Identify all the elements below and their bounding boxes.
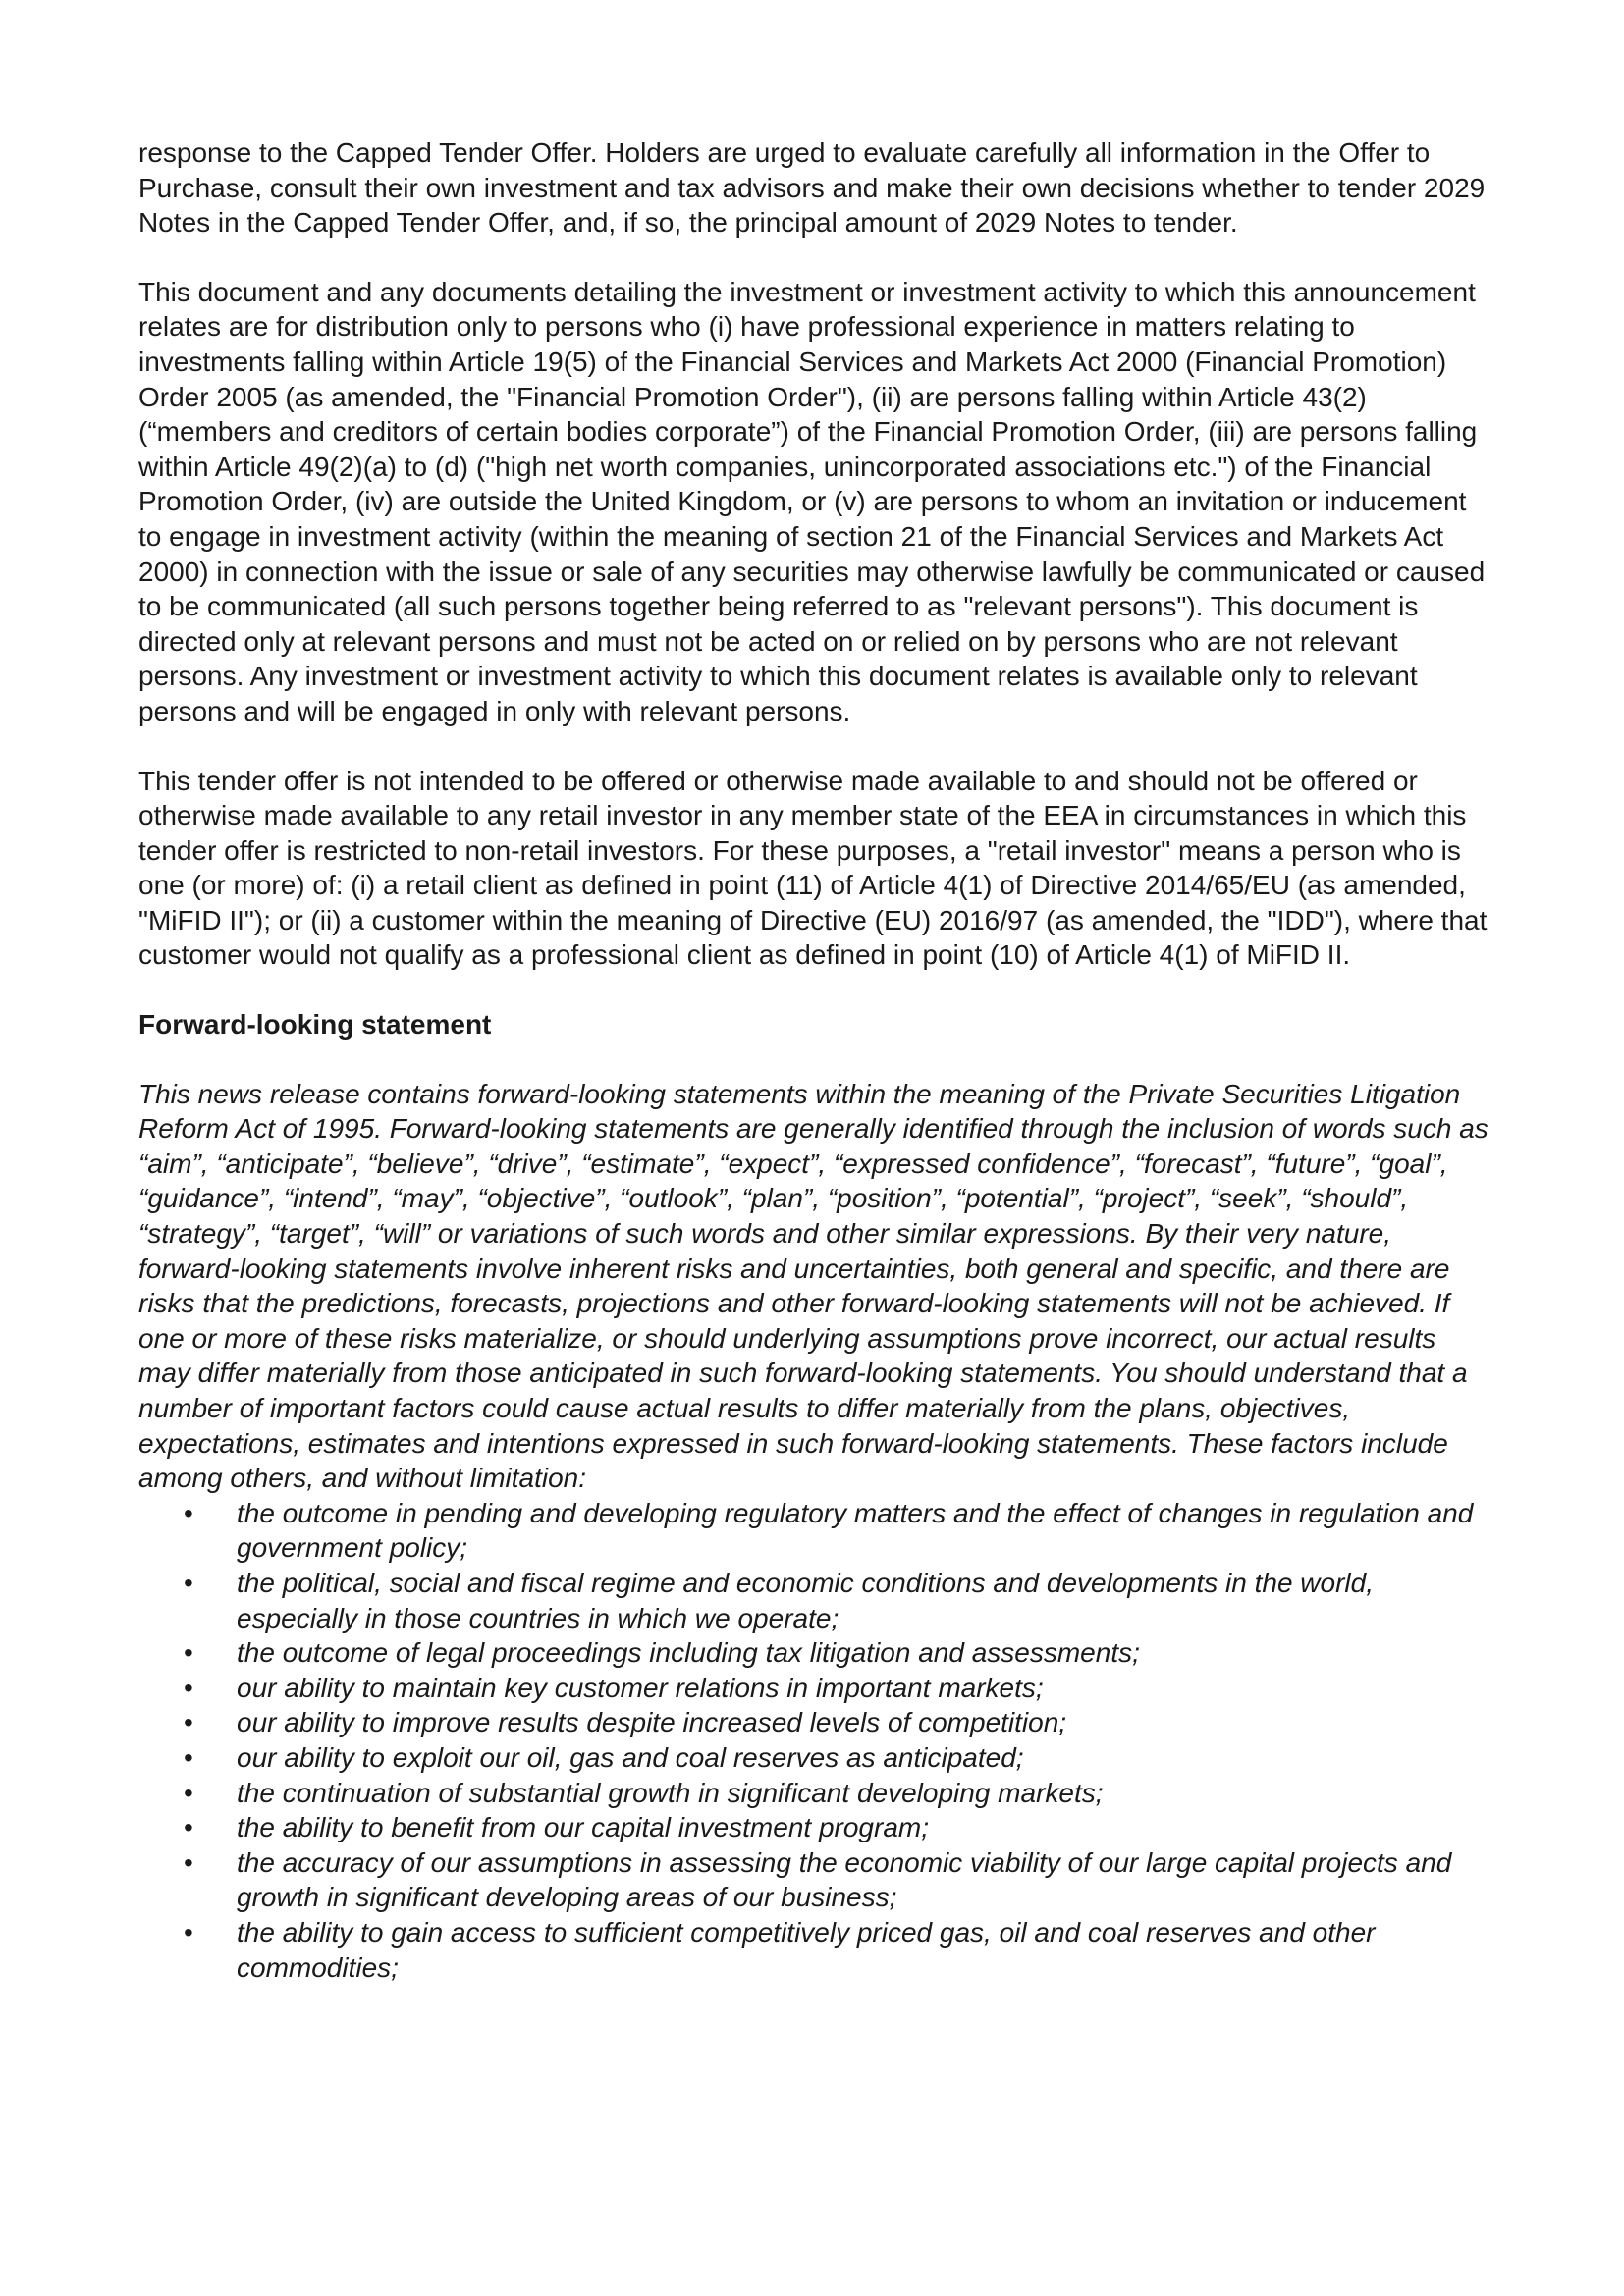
- list-item: [138, 1915, 1493, 1985]
- bullet-icon: •: [184, 1846, 193, 1878]
- list-item-text: the accuracy of our assumptions in assessing the economic viability of our large capital projects and growth in significant developing areas of our business;: [237, 1846, 1452, 1913]
- list-item-text: our ability to exploit our oil, gas and coal reserves as anticipated;: [237, 1741, 1024, 1773]
- bullet-icon: •: [184, 1497, 193, 1528]
- bullet-icon: •: [184, 1916, 193, 1948]
- list-item: [138, 1566, 1493, 1635]
- list-item-text: the political, social and fiscal regime and economic conditions and developments in the world, especially in those countries in which we operate;: [237, 1567, 1374, 1633]
- bullet-icon: •: [184, 1707, 193, 1738]
- paragraph-retail-investor: This tender offer is not intended to be offered or otherwise made available to and should not be offered or otherwise made available to any retail investor in any member state of the EEA in circumstances in which this tender offer is restricted to non-retail investors. For these purposes, a "retail investor" means a person who is one (or more) of: (i) a retail client as defined in point (11) of Article 4(1) of Directive 2014/65/EU (as amended, "MiFID II"); or (ii) a customer within the meaning of Directive (EU) 2016/97 (as amended, the "IDD"), where that customer would not qualify as a professional client as defined in point (10) of Article 4(1) of MiFID II.: [138, 765, 1488, 971]
- paragraph-forward-looking-intro: This news release contains forward-looking statements within the meaning of the Private Securities Litigation Reform Act of 1995. Forward-looking statements are generally identified through the inclusion of words such as “aim”, “anticipate”, “believe”, “drive”, “estimate”, “expect”, “expressed confidence”, “forecast”, “future”, “goal”, “guidance”, “intend”, “may”, “objective”, “outlook”, “plan”, “position”, “potential”, “project”, “seek”, “should”, “strategy”, “target”, “will” or variations of such words and other similar expressions. By their very nature, forward-looking statements involve inherent risks and uncertainties, both general and specific, and there are risks that the predictions, forecasts, projections and other forward-looking statements will not be achieved. If one or more of these risks materialize, or should underlying assumptions prove incorrect, our actual results may differ materially from those anticipated in such forward-looking statements. You should understand that a number of important factors could cause actual results to differ materially from the plans, objectives, expectations, estimates and intentions expressed in such forward-looking statements. These factors include among others, and without limitation:: [138, 1078, 1489, 1494]
- list-item-text: our ability to improve results despite increased levels of competition;: [237, 1707, 1067, 1738]
- paragraph-relevant-persons: This document and any documents detailing the investment or investment activity to which this announcement relates are for distribution only to persons who (i) have professional experience in matters relating to investments falling within Article 19(5) of the Financial Services and Markets Act 2000 (Financial Promotion) Order 2005 (as amended, the "Financial Promotion Order"), (ii) are persons falling within Article 43(2) (“members and creditors of certain bodies corporate”) of the Financial Promotion Order, (iii) are persons falling within Article 49(2)(a) to (d) ("high net worth companies, unincorporated associations etc.") of the Financial Promotion Order, (iv) are outside the United Kingdom, or (v) are persons to whom an invitation or inducement to engage in investment activity (within the meaning of section 21 of the Financial Services and Markets Act 2000) in connection with the issue or sale of any securities may otherwise lawfully be communicated or caused to be communicated (all such persons together being referred to as "relevant persons"). This document is directed only at relevant persons and must not be acted on or relied on by persons who are not relevant persons. Any investment or investment activity to which this document relates is available only to relevant persons and will be engaged in only with relevant persons.: [138, 276, 1486, 726]
- bullet-icon: •: [184, 1672, 193, 1703]
- list-item-text: the ability to benefit from our capital investment program;: [237, 1812, 930, 1843]
- list-item-text: the ability to gain access to sufficient competitively priced gas, oil and coal reserves and other commodities;: [237, 1916, 1376, 1983]
- list-item: [138, 1740, 1493, 1776]
- list-item: [138, 1671, 1493, 1706]
- list-item-text: the continuation of substantial growth in significant developing markets;: [237, 1777, 1104, 1808]
- list-item: [138, 1635, 1493, 1671]
- list-item: [138, 1845, 1493, 1915]
- bullet-icon: •: [184, 1741, 193, 1773]
- list-item-text: our ability to maintain key customer relations in important markets;: [237, 1672, 1044, 1703]
- bullet-icon: •: [184, 1567, 193, 1598]
- list-item: [138, 1810, 1493, 1845]
- list-item: [138, 1776, 1493, 1811]
- risk-factors-list: [138, 1496, 1493, 1985]
- bullet-icon: •: [184, 1777, 193, 1808]
- list-item-text: the outcome in pending and developing regulatory matters and the effect of changes in regulation and government policy;: [237, 1497, 1474, 1564]
- paragraph-tender-advice: response to the Capped Tender Offer. Holders are urged to evaluate carefully all information in the Offer to Purchase, consult their own investment and tax advisors and make their own decisions whether to tender 2029 Notes in the Capped Tender Offer, and, if so, the principal amount of 2029 Notes to tender.: [138, 137, 1486, 239]
- bullet-icon: •: [184, 1637, 193, 1669]
- list-item: [138, 1496, 1493, 1566]
- section-heading-forward-looking: Forward-looking statement: [138, 1009, 492, 1041]
- bullet-icon: •: [184, 1812, 193, 1843]
- list-item-text: the outcome of legal proceedings including tax litigation and assessments;: [237, 1637, 1140, 1669]
- document-page: [138, 135, 1493, 1985]
- list-item: [138, 1705, 1493, 1740]
